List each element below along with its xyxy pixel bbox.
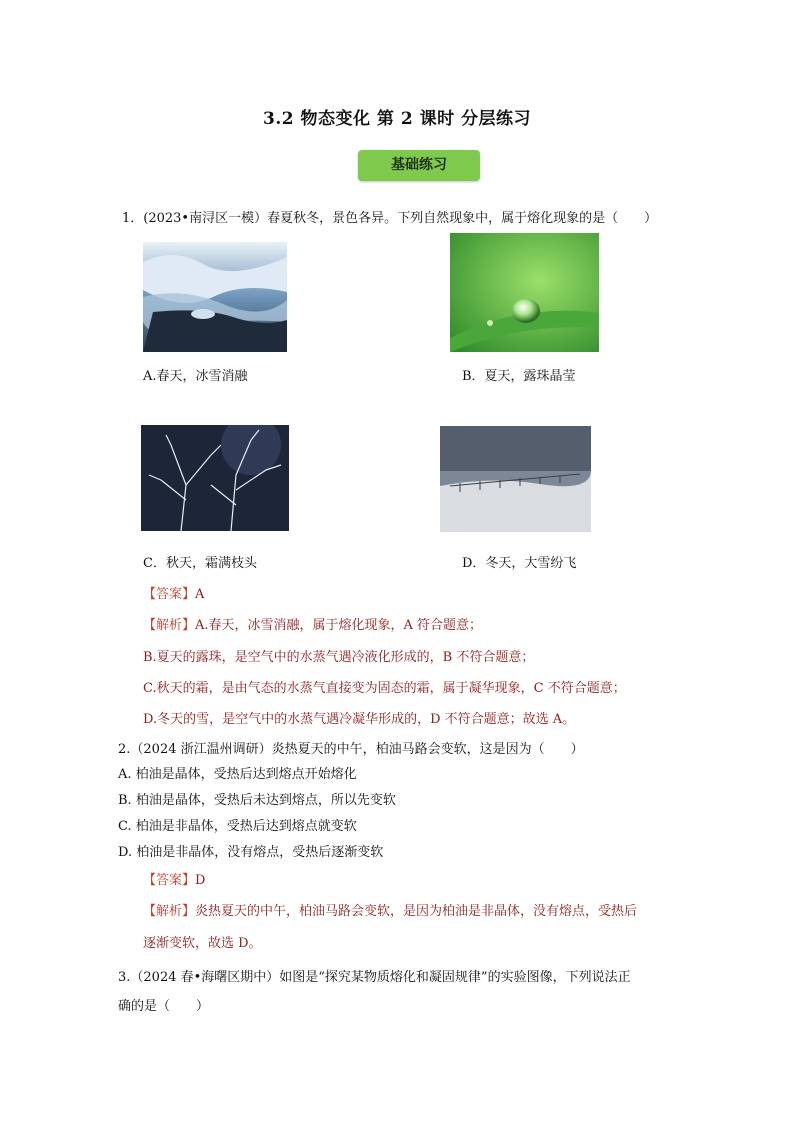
page-title: 3.2 物态变化 第 2 课时 分层练习	[263, 109, 531, 129]
q1-option-a: A.春天，冰雪消融	[143, 369, 248, 384]
q1-answer-value: A	[195, 587, 205, 602]
q2-analysis-text-1: 炎热夏天的中午，柏油马路会变软，是因为柏油是非晶体，没有熔点，受热后	[195, 904, 638, 919]
q2-analysis-tag: 【解析】	[143, 904, 196, 919]
q1-analysis-line-2: B.夏天的露珠，是空气中的水蒸气遇冷液化形成的，B 不符合题意；	[143, 650, 535, 665]
q1-analysis-line-4: D.冬天的雪，是空气中的水蒸气遇冷凝华形成的，D 不符合题意；故选 A。	[143, 712, 576, 727]
q2-answer	[143, 869, 205, 888]
q2-stem: 2.（2024 浙江温州调研）炎热夏天的中午，柏油马路会变软，这是因为（ ）	[118, 742, 584, 757]
q1-analysis-text-1: A.春天，冰雪消融，属于熔化现象，A 符合题意；	[195, 618, 483, 633]
q1-analysis-line-3: C.秋天的霜，是由气态的水蒸气直接变为固态的霜，属于凝华现象，C 不符合题意；	[143, 681, 626, 696]
q2-analysis-line-1	[143, 900, 637, 919]
q1-option-d: D．冬天，大雪纷飞	[462, 556, 577, 571]
q2-answer-value: D	[195, 873, 206, 888]
q1-option-c: C．秋天，霜满枝头	[143, 556, 257, 571]
q1-analysis-line-1	[143, 614, 482, 633]
q1-answer	[143, 583, 204, 602]
image-snow	[440, 426, 591, 532]
image-frost-branches	[141, 425, 289, 531]
q2-option-c: C. 柏油是非晶体，受热后达到熔点就变软	[118, 819, 357, 834]
q1-stem: 1．(2023•南浔区一模）春夏秋冬，景色各异。下列自然现象中，属于熔化现象的是（ ）	[122, 211, 658, 226]
q3-stem-line-2: 确的是（ ）	[118, 999, 210, 1014]
q1-answer-tag: 【答案】	[143, 587, 196, 602]
q2-option-d: D. 柏油是非晶体，没有熔点，受热后逐渐变软	[118, 845, 384, 860]
image-dew-drop	[450, 233, 599, 352]
q1-analysis-tag: 【解析】	[143, 618, 196, 633]
q2-analysis-line-2: 逐渐变软，故选 D。	[143, 936, 262, 951]
q2-option-b: B. 柏油是晶体，受热后未达到熔点，所以先变软	[118, 793, 396, 808]
q2-answer-tag: 【答案】	[143, 873, 196, 888]
image-ice-melting	[143, 242, 287, 352]
section-badge: 基础练习	[358, 150, 480, 181]
q3-stem-line-1: 3.（2024 春•海曙区期中）如图是“探究某物质熔化和凝固规律”的实验图像，下列说法正	[118, 970, 631, 985]
q1-option-b: B．夏天，露珠晶莹	[462, 369, 576, 384]
q2-option-a: A. 柏油是晶体，受热后达到熔点开始熔化	[118, 767, 357, 782]
